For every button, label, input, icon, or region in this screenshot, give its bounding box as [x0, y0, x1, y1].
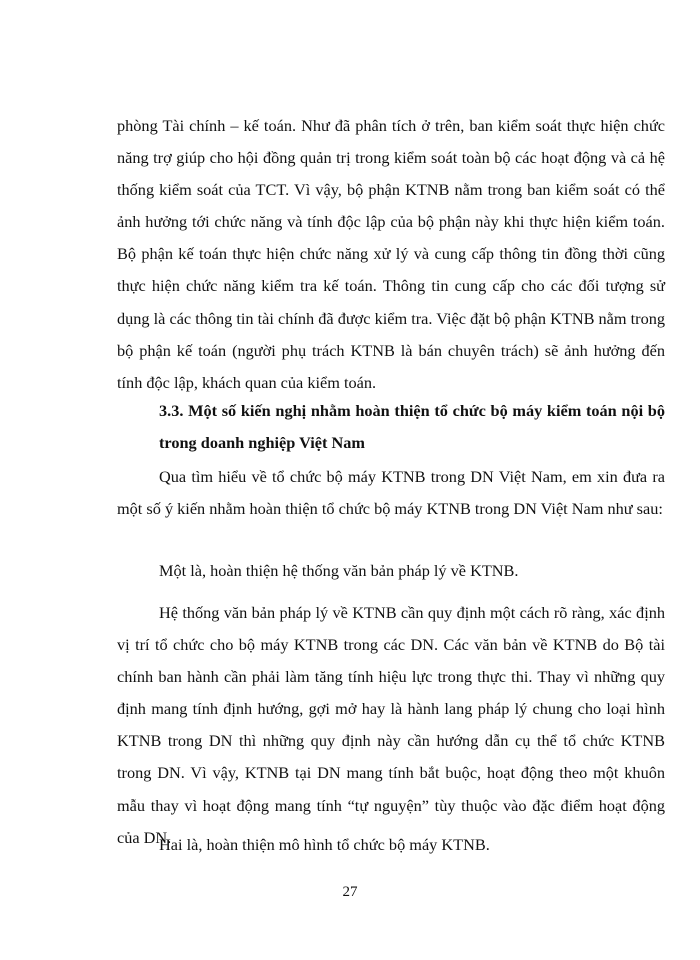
- paragraph-second-recommendation: Hai là, hoàn thiện mô hình tổ chức bộ máy KTNB.: [159, 835, 490, 854]
- paragraph-accounting-department: phòng Tài chính – kế toán. Như đã phân tích ở trên, ban kiểm soát thực hiện chức năng trợ giúp cho hội đồng quản trị trong kiểm soát toàn bộ các hoạt động và cả hệ thống kiểm soát của TCT. Vì vậy, bộ phận KTNB nằm trong ban kiểm soát có thể ảnh hưởng tới chức năng và tính độc lập của bộ phận này khi thực hiện kiểm toán. Bộ phận kế toán thực hiện chức năng xử lý và cung cấp thông tin đồng thời cũng thực hiện chức năng kiểm tra kế toán. Thông tin cung cấp cho các đối tượng sử dụng là các thông tin tài chính đã được kiểm tra. Việc đặt bộ phận KTNB nằm trong bộ phận kế toán (người phụ trách KTNB là bán chuyên trách) sẽ ảnh hưởng đến tính độc lập, khách quan của kiểm toán.: [117, 116, 665, 392]
- page-number: 27: [342, 884, 358, 900]
- section-heading-3-3: 3.3. Một số kiến nghị nhằm hoàn thiện tổ chức bộ máy kiểm toán nội bộ trong doanh nghiệp Việt Nam: [159, 401, 665, 452]
- paragraph-first-recommendation: Một là, hoàn thiện hệ thống văn bản pháp lý về KTNB.: [159, 561, 519, 580]
- paragraph-introduction: Qua tìm hiểu về tổ chức bộ máy KTNB trong DN Việt Nam, em xin đưa ra một số ý kiến nhằm hoàn thiện tổ chức bộ máy KTNB trong DN Việt Nam như sau:: [117, 467, 665, 519]
- paragraph-legal-framework: Hệ thống văn bản pháp lý về KTNB cần quy định một cách rõ ràng, xác định vị trí tổ chức cho bộ máy KTNB trong các DN. Các văn bản về KTNB do Bộ tài chính ban hành cần phải làm tăng tính hiệu lực trong thực thi. Thay vì những quy định mang tính định hướng, gợi mở hay là hành lang pháp lý chung cho loại hình KTNB trong DN thì những quy định này cần hướng dẫn cụ thể tổ chức KTNB trong DN. Vì vậy, KTNB tại DN mang tính bắt buộc, hoạt động theo một khuôn mẫu thay vì hoạt động mang tính “tự nguyện” tùy thuộc vào đặc điểm hoạt động của DN.: [117, 603, 665, 847]
